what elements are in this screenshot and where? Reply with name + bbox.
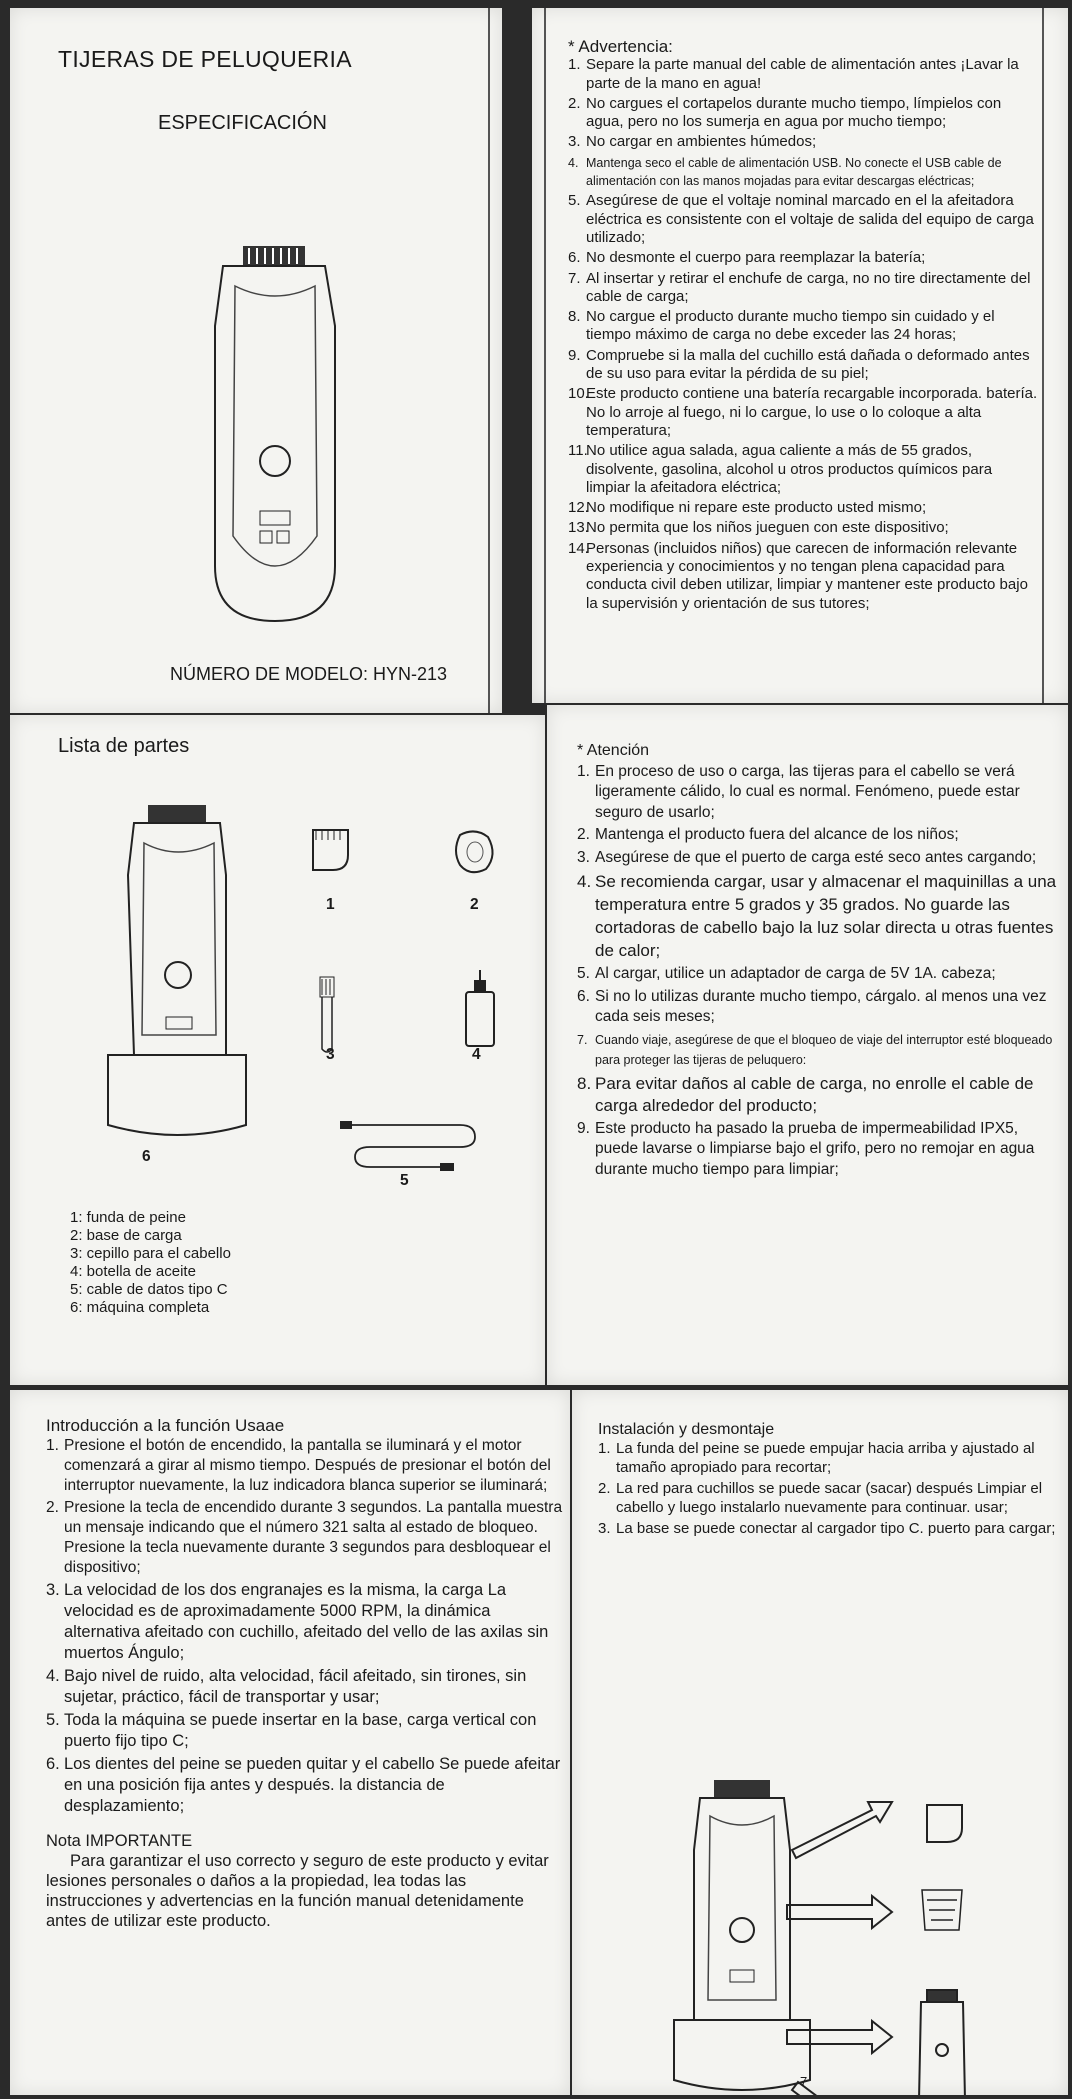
oil-bottle-icon xyxy=(460,970,500,1050)
complete-machine-illustration xyxy=(128,805,248,1145)
usb-c-cable-icon xyxy=(340,1115,480,1175)
specification-heading: ESPECIFICACIÓN xyxy=(158,112,327,134)
page-attention xyxy=(547,705,1068,1385)
list-item: 8. Para evitar daños al cable de carga, no enrolle el cable de carga alrededor del producto; xyxy=(577,1073,1034,1115)
list-item: 2. No cargues el cortapelos durante mucho tiempo, límpielos con agua, pero no los sumerja en agua por mucho tiempo; xyxy=(568,94,1002,131)
legend-item: 5: cable de datos tipo C xyxy=(70,1281,228,1298)
part-number-6: 6 xyxy=(142,1148,151,1165)
page-number: 7 xyxy=(800,2074,808,2089)
list-item: 13. No permita que los niños jueguen con este dispositivo; xyxy=(568,519,949,537)
parts-legend xyxy=(70,1209,231,1317)
legend-item: 2: base de carga xyxy=(70,1227,182,1244)
page-function-intro xyxy=(10,1390,570,2095)
list-item: 1. En proceso de uso o carga, las tijeras para el cabello se verá ligeramente cálido, lo cual es normal. Fenómeno, puede estar seguro de usarlo; xyxy=(577,762,1020,821)
parts-heading: Lista de partes xyxy=(58,735,190,757)
list-item: 7. Cuando viaje, asegúrese de que el bloqueo de viaje del interruptor esté bloqueado para proteger las tijeras de peluquero: xyxy=(577,1032,1053,1067)
list-item: 7. Al insertar y retirar el enchufe de carga, no no tire directamente del cable de carga; xyxy=(568,269,1031,305)
important-note-title: Nota IMPORTANTE xyxy=(46,1832,193,1850)
legend-item: 6: máquina completa xyxy=(70,1299,210,1316)
list-item: 4. Se recomienda cargar, usar y almacenar el maquinillas a una temperatura entre 5 grados y 35 grados. No guarde las cortadoras de cabello bajo la luz solar directa u otras fuentes de calor; xyxy=(577,872,1057,960)
disassembly-diagram xyxy=(572,1570,1052,2090)
comb-attachment-icon xyxy=(308,825,358,875)
list-item: 5. Toda la máquina se puede insertar en la base, carga vertical con puerto fijo tipo C; xyxy=(46,1711,537,1750)
list-item: 3. No cargar en ambientes húmedos; xyxy=(568,133,817,151)
list-item: 1. Separe la parte manual del cable de alimentación antes ¡Lavar la parte de la mano en agua! xyxy=(568,56,1019,92)
list-item: 3. Asegúrese de que el puerto de carga esté seco antes cargando; xyxy=(577,848,1037,866)
list-item: 9. Este producto ha pasado la prueba de impermeabilidad IPX5, puede lavarse o limpiarse bajo el grifo, pero no remojar en agua durante mucho tiempo para limpiar; xyxy=(577,1119,1035,1178)
function-list xyxy=(46,1436,566,1817)
warning-heading: * Advertencia: xyxy=(568,37,673,56)
part-number-3: 3 xyxy=(326,1046,335,1063)
list-item: 9. Compruebe si la malla del cuchillo está dañada o deformado antes de su uso para evitar la pérdida de su piel; xyxy=(568,346,1030,383)
page-parts-list xyxy=(10,715,545,1385)
list-item: 14. Personas (incluidos niños) que carecen de información relevante experiencia y conocimientos y no tengan plena capacidad para conducta civil deben utilizar, limpiar y mantener este producto bajo la supervisión y orientación de sus tutores; xyxy=(568,539,1028,612)
list-item: 2. Presione la tecla de encendido durante 3 segundos. La pantalla muestra un mensaje indicando que el número 321 salta al estado de bloqueo. Presione la tecla nuevamente durante 3 segundos para desbloquear el dispositivo; xyxy=(46,1499,563,1576)
installation-heading: Instalación y desmontaje xyxy=(598,1421,775,1438)
clipper-illustration xyxy=(205,236,405,636)
attention-heading: * Atención xyxy=(577,742,650,759)
list-item: 1. Presione el botón de encendido, la pantalla se iluminará y el motor comenzará a girar al mismo tiempo. Después de presionar el botón del interruptor nuevamente, la luz indicadora blanca superior se iluminará; xyxy=(46,1437,551,1494)
list-item: 6. Los dientes del peine se pueden quitar y el cabello Se puede afeitar en una posición fija antes y después. la distancia de desplazamiento; xyxy=(46,1755,561,1815)
list-item: 5. Asegúrese de que el voltaje nominal marcado en el la afeitadora eléctrica es consistente con el voltaje de salida del equipo de carga utilizado; xyxy=(568,192,1034,246)
page-warnings xyxy=(532,8,1068,703)
part-number-5: 5 xyxy=(400,1172,409,1189)
charging-base-icon xyxy=(450,827,500,877)
legend-item: 1: funda de peine xyxy=(70,1209,186,1226)
list-item: 6. Si no lo utilizas durante mucho tiempo, cárgalo. al menos una vez cada seis meses; xyxy=(577,987,1047,1025)
list-item: 4. Bajo nivel de ruido, alta velocidad, fácil afeitado, sin tirones, sin sujetar, práctico, fácil de transportar y usar; xyxy=(46,1667,527,1706)
part-number-1: 1 xyxy=(326,896,335,913)
list-item: 1. La funda del peine se puede empujar hacia arriba y ajustado al tamaño apropiado para recortar; xyxy=(598,1440,1035,1476)
list-item: 2. Mantenga el producto fuera del alcance de los niños; xyxy=(577,826,959,843)
list-item: 2. La red para cuchillos se puede sacar (sacar) después Limpiar el cabello y luego instalarlo nuevamente para continuar. usar; xyxy=(598,1480,1043,1516)
attention-list xyxy=(577,762,1057,1181)
warning-list xyxy=(568,56,1038,613)
function-heading: Introducción a la función Usaae xyxy=(46,1416,285,1435)
list-item: 3. La velocidad de los dos engranajes es la misma, la carga La velocidad es de aproximadamente 5000 RPM, la dinámica alternativa afeitado con cuchillo, afeitado del vello de las axilas sin muertos Ángulo; xyxy=(46,1581,549,1662)
list-item: 4. Mantenga seco el cable de alimentación USB. No conecte el USB cable de alimentación con las manos mojadas para evitar descargas eléctricas; xyxy=(568,155,1002,189)
part-number-4: 4 xyxy=(472,1046,481,1063)
page-specification xyxy=(10,8,502,713)
model-number: NÚMERO DE MODELO: HYN-213 xyxy=(170,664,448,684)
list-item: 6. No desmonte el cuerpo para reemplazar la batería; xyxy=(568,249,926,267)
page-installation xyxy=(572,1390,1068,2095)
part-number-2: 2 xyxy=(470,896,479,913)
list-item: 11. No utilice agua salada, agua caliente a más de 55 grados, disolvente, gasolina, alcohol u otros productos químicos para limpiar la afeitadora eléctrica; xyxy=(568,442,993,496)
legend-item: 4: botella de aceite xyxy=(70,1263,196,1280)
list-item: 8. No cargue el producto durante mucho tiempo sin cuidado y el tiempo máximo de carga no debe exceder las 24 horas; xyxy=(568,308,995,344)
list-item: 3. La base se puede conectar al cargador tipo C. puerto para cargar; xyxy=(598,1520,1056,1537)
list-item: 5. Al cargar, utilice un adaptador de carga de 5V 1A. cabeza; xyxy=(577,965,996,982)
list-item: 10. Este producto contiene una batería recargable incorporada. batería. No lo arroje al fuego, ni lo cargue, lo use o lo coloque a alta temperatura; xyxy=(568,385,1038,439)
installation-list xyxy=(598,1439,1058,1538)
product-title: TIJERAS DE PELUQUERIA xyxy=(58,46,352,72)
important-note-text: Para garantizar el uso correcto y seguro de este producto y evitar lesiones personales o daños a la propiedad, lea todas las instrucciones y advertencias en la función manual detenidamente antes de utilizar este producto. xyxy=(46,1852,549,1930)
list-item: 12. No modifique ni repare este producto usted mismo; xyxy=(568,499,927,517)
legend-item: 3: cepillo para el cabello xyxy=(70,1245,231,1262)
